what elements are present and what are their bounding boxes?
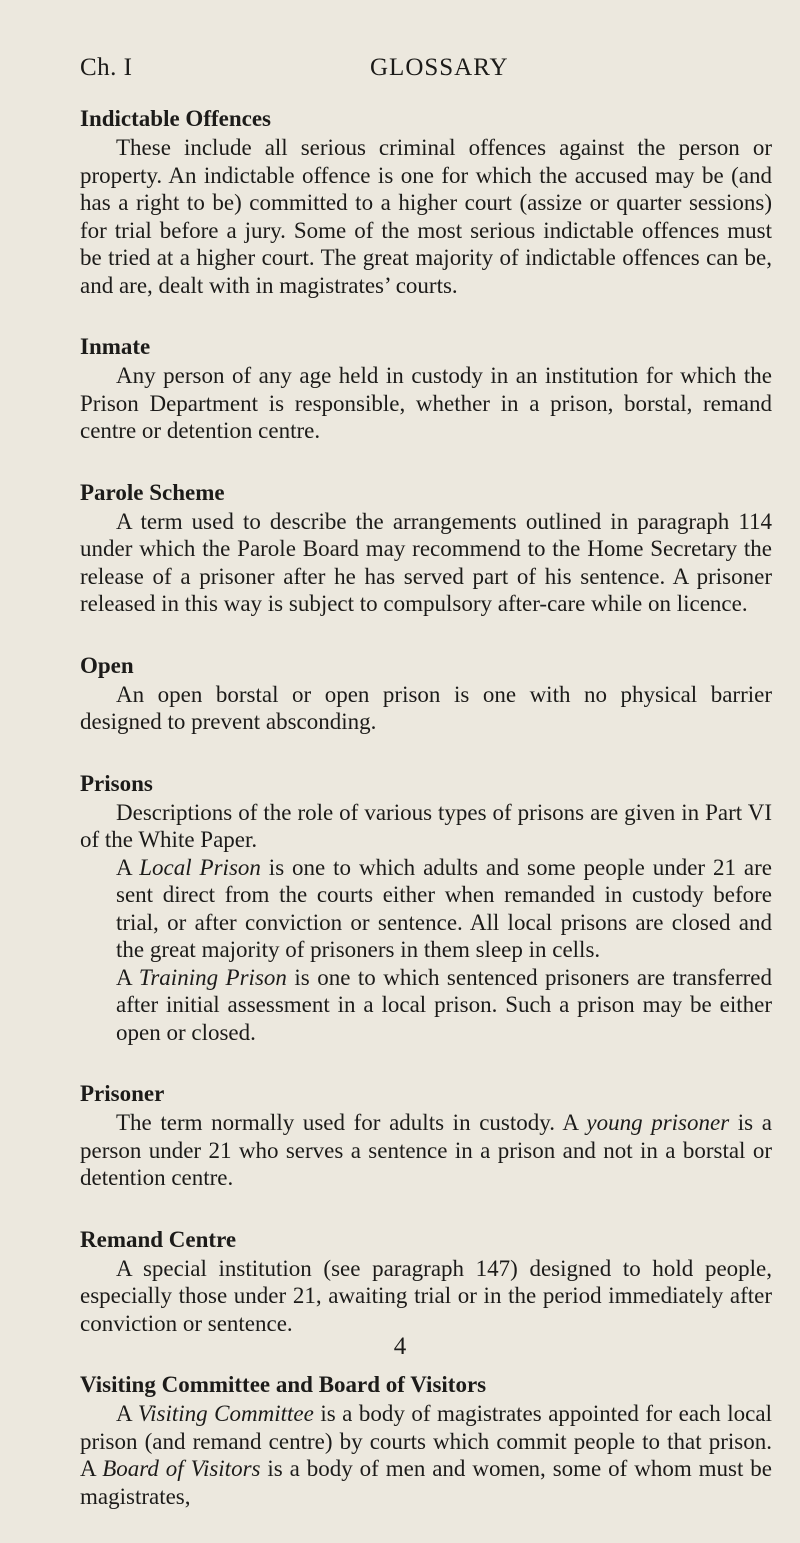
board-of-visitors-term: Board of Visitors xyxy=(102,1456,261,1481)
entry-definition: An open borstal or open prison is one with no physical barrier designed to prevent absconding. xyxy=(80,681,772,734)
definition-text: is one to which adults and some people under 21 are sent direct from the courts either when remanded in custody before trial, or after conviction or sentence. All local prisons are closed and the great majority of prisoners in them sleep in cells. xyxy=(116,854,772,962)
entry-term: Prisoner xyxy=(80,1081,165,1106)
definition-text: is a person under 21 who serves a sentence in a prison and not in a borstal or detention centre. xyxy=(80,1110,772,1190)
definition-text: is a body of men and women, some of whom must be magistrates, xyxy=(80,1456,772,1509)
entry-indictable-offences xyxy=(80,104,772,299)
entry-definition: Any person of any age held in custody in an institution for which the Prison Department is responsible, whether in a prison, borstal, remand centre or detention centre. xyxy=(80,363,772,443)
entry-inmate xyxy=(80,332,772,445)
entry-term: Inmate xyxy=(80,334,151,359)
entry-term: Visiting Committee and Board of Visitors xyxy=(80,1372,487,1397)
entry-term: Prisons xyxy=(80,770,153,796)
training-prison-definition xyxy=(116,964,772,1047)
entry-definition: Descriptions of the role of various types of prisons are given in Part VI of the White Paper. xyxy=(80,799,772,852)
visiting-committee-term: Visiting Committee xyxy=(137,1401,314,1426)
entry-definition xyxy=(80,1400,772,1510)
running-head xyxy=(80,54,772,88)
definition-text: The term normally used for adults in custody. A xyxy=(116,1110,587,1135)
entry-term: Parole Scheme xyxy=(80,479,225,505)
entry-term: Open xyxy=(80,652,134,678)
entry-definition: A special institution (see paragraph 147) designed to hold people, especially those under 21, awaiting trial or in the period immediately after conviction or sentence. xyxy=(80,1255,772,1336)
entry-prisons xyxy=(80,769,772,1047)
article: A xyxy=(116,854,140,880)
entry-visiting-committee xyxy=(80,1370,772,1510)
entry-open xyxy=(80,651,772,736)
entry-prisoner xyxy=(80,1079,772,1192)
definition-text: is a body of magistrates appointed for each local prison (and remand centre) by courts which commit people to that prison. A xyxy=(80,1401,772,1481)
entry-definition: These include all serious criminal offences against the person or property. An indictable offence is one for which the accused may be (and has a right to be) committed to a higher court (assize or quarter sessions) for trial before a jury. Some of the most serious indictable offences must be tried at a higher court. The great majority of indictable offences can be, and are, dealt with in magistrates’ courts. xyxy=(80,135,772,298)
local-prison-term: Local Prison xyxy=(139,854,261,880)
article: A xyxy=(116,964,139,990)
training-prison-term: Training Prison xyxy=(138,964,287,990)
entry-term: Indictable Offences xyxy=(80,106,272,131)
entry-term: Remand Centre xyxy=(80,1226,237,1252)
local-prison-definition xyxy=(116,854,772,964)
chapter-label: Ch. I xyxy=(80,54,133,81)
young-prisoner-term: young prisoner xyxy=(586,1110,730,1135)
running-title: GLOSSARY xyxy=(370,54,509,81)
entry-remand-centre xyxy=(80,1225,772,1338)
glossary-entries xyxy=(80,104,772,1543)
article: A xyxy=(116,1401,138,1426)
page-number: 4 xyxy=(393,1333,407,1360)
entry-definition xyxy=(80,1109,772,1192)
entry-parole-scheme xyxy=(80,478,772,618)
entry-definition: A term used to describe the arrangements outlined in paragraph 114 under which the Parole Board may recommend to the Home Secretary the release of a prisoner after he has served part of his sentence. A prisoner released in this way is subject to compulsory after-care while on licence. xyxy=(80,508,772,616)
definition-text: is one to which sentenced prisoners are transferred after initial assessment in a local prison. Such a prison may be either open or closed. xyxy=(116,964,773,1045)
